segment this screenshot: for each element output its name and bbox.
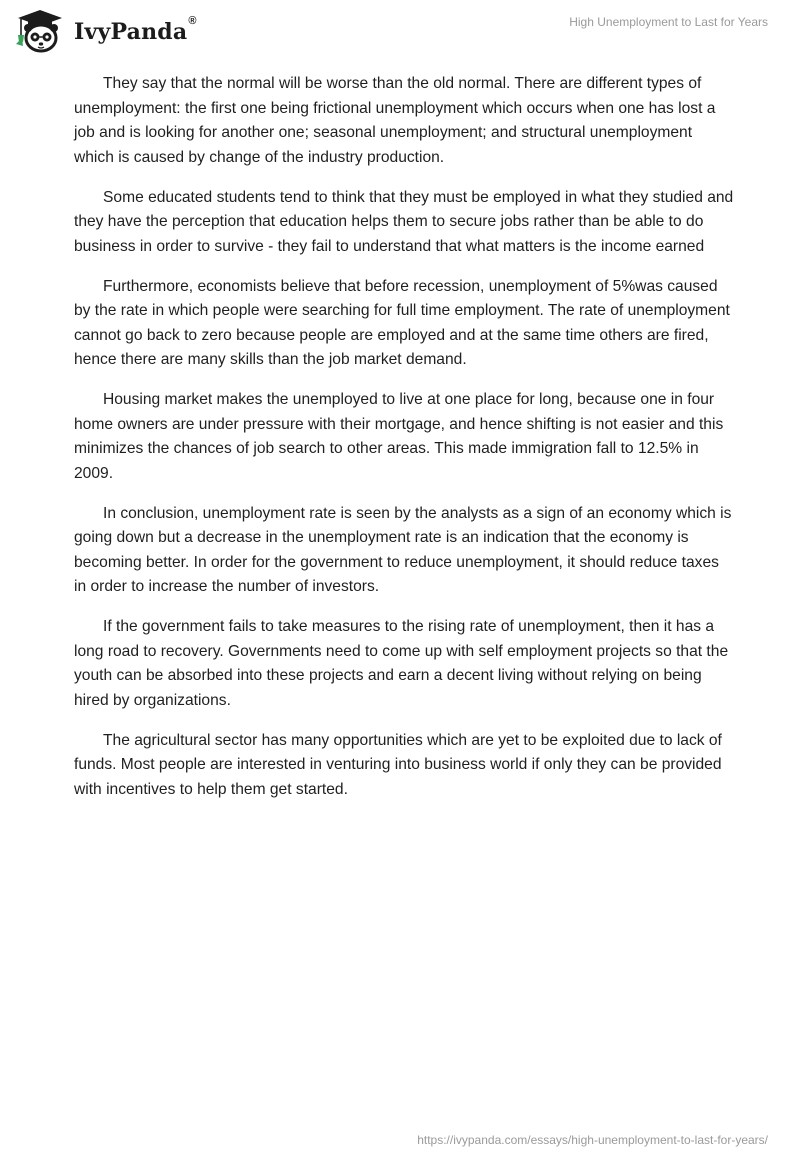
paragraph: They say that the normal will be worse than the old normal. There are different types of unemployment: the first one being frictional unemployment which occurs when one has lost a job and is looking for another one; seasonal unemployment; and structural unemployment which is caused by change of the industry production. bbox=[74, 75, 716, 166]
registered-mark: ® bbox=[188, 15, 197, 27]
essay-body bbox=[74, 72, 734, 818]
brand-name: IvyPanda® bbox=[74, 15, 197, 45]
paragraph: Some educated students tend to think that they must be employed in what they studied and they have the perception that education helps them to secure jobs rather than be able to do business in order to survive - they fail to understand that what matters is the income earned bbox=[74, 188, 734, 255]
panda-graduate-icon bbox=[14, 8, 66, 54]
paragraph: Housing market makes the unemployed to live at one place for long, because one in four home owners are under pressure with their mortgage, and hence shifting is not easier and this minimizes the chances of job search to other areas. This made immigration fall to 12.5% in 2009. bbox=[74, 391, 724, 482]
ivypanda-logo[interactable] bbox=[14, 8, 197, 54]
source-url[interactable]: https://ivypanda.com/essays/high-unemployment-to-last-for-years/ bbox=[417, 1133, 768, 1147]
document-title: High Unemployment to Last for Years bbox=[569, 15, 768, 29]
paragraph: If the government fails to take measures to the rising rate of unemployment, then it has a long road to recovery. Governments need to come up with self employment projects so that the youth can be absorbed into these projects and earn a decent living without relying on being hired by organizations. bbox=[74, 618, 729, 709]
paragraph: In conclusion, unemployment rate is seen by the analysts as a sign of an economy which is going down but a decrease in the unemployment rate is an indication that the economy is becoming better. In order for the government to reduce unemployment, it should reduce taxes in order to increase the number of investors. bbox=[74, 504, 732, 595]
paragraph: Furthermore, economists believe that before recession, unemployment of 5%was caused by the rate in which people were searching for full time employment. The rate of unemployment cannot go back to zero because people are employed and at the same time others are fired, hence there are many skills than the job market demand. bbox=[74, 277, 730, 368]
page-header bbox=[0, 0, 800, 60]
paragraph: The agricultural sector has many opportunities which are yet to be exploited due to lack of funds. Most people are interested in venturing into business world if only they can be provided with incentives to help them get started. bbox=[74, 731, 722, 798]
